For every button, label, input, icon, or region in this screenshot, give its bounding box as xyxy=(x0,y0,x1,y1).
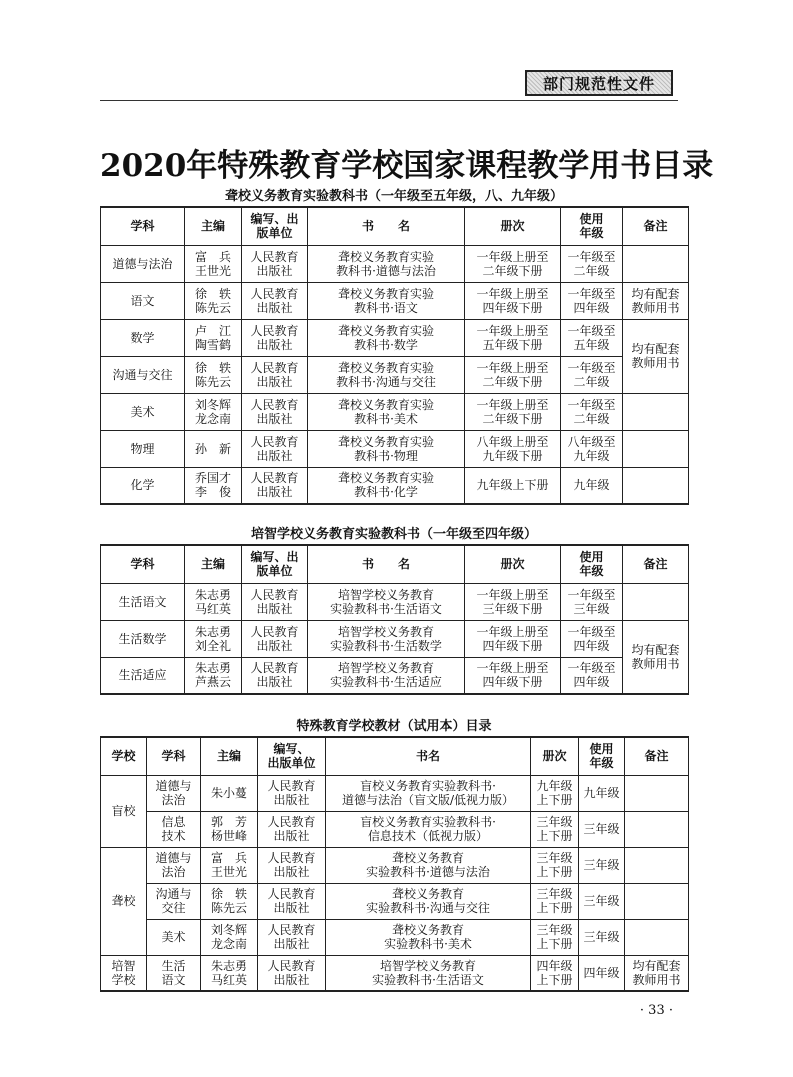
section-title: 特殊教育学校教材（试用本）目录 xyxy=(296,719,492,734)
table-row xyxy=(101,955,689,991)
publisher-cell: 人民教育 出版社 xyxy=(242,393,308,430)
column-header: 备注 xyxy=(623,545,689,583)
publisher-cell: 人民教育 出版社 xyxy=(242,245,308,282)
grade-cell: 八年级至 九年级 xyxy=(561,430,623,467)
editor-cell: 朱志勇 刘全礼 xyxy=(185,620,242,657)
subject-cell: 沟通与 交往 xyxy=(147,883,201,919)
note-cell xyxy=(625,919,689,955)
table-row xyxy=(101,883,689,919)
intellectual-disability-school-textbook-table xyxy=(100,544,689,695)
subject-cell: 信息 技术 xyxy=(147,811,201,847)
editor-cell: 刘冬辉 龙念南 xyxy=(201,919,258,955)
grade-cell: 一年级至 三年级 xyxy=(561,583,623,620)
grade-cell: 三年级 xyxy=(579,919,625,955)
subject-cell: 生活 语文 xyxy=(147,955,201,991)
volume-cell: 三年级 上下册 xyxy=(531,919,579,955)
note-cell xyxy=(625,775,689,811)
subject-cell: 物理 xyxy=(101,430,185,467)
publisher-cell: 人民教育 出版社 xyxy=(242,356,308,393)
subject-cell: 生活数学 xyxy=(101,620,185,657)
subject-cell: 美术 xyxy=(101,393,185,430)
grade-cell: 一年级至 二年级 xyxy=(561,245,623,282)
publisher-cell: 人民教育 出版社 xyxy=(258,919,326,955)
column-header: 使用 年级 xyxy=(561,545,623,583)
table-row xyxy=(101,356,689,393)
editor-cell: 徐 轶 陈先云 xyxy=(185,282,242,319)
editor-cell: 孙 新 xyxy=(185,430,242,467)
note-cell xyxy=(623,467,689,504)
volume-cell: 四年级 上下册 xyxy=(531,955,579,991)
book-title-cell: 聋校义务教育实验 教科书·道德与法治 xyxy=(308,245,465,282)
grade-cell: 九年级 xyxy=(561,467,623,504)
volume-cell: 一年级上册至 二年级下册 xyxy=(465,245,561,282)
column-header: 学科 xyxy=(101,545,185,583)
note-cell: 均有配套 教师用书 xyxy=(625,955,689,991)
column-header: 编写、出 版单位 xyxy=(242,207,308,245)
editor-cell: 卢 江 陶雪鹤 xyxy=(185,319,242,356)
editor-cell: 徐 轶 陈先云 xyxy=(185,356,242,393)
publisher-cell: 人民教育 出版社 xyxy=(258,883,326,919)
book-title-cell: 聋校义务教育实验 教科书·化学 xyxy=(308,467,465,504)
volume-cell: 一年级上册至 四年级下册 xyxy=(465,620,561,657)
note-cell: 均有配套 教师用书 xyxy=(623,319,689,393)
volume-cell: 一年级上册至 二年级下册 xyxy=(465,393,561,430)
table-row xyxy=(101,847,689,883)
publisher-cell: 人民教育 出版社 xyxy=(242,467,308,504)
book-title-cell: 聋校义务教育 实验教科书·道德与法治 xyxy=(326,847,531,883)
column-header: 册次 xyxy=(531,737,579,775)
subject-cell: 生活适应 xyxy=(101,657,185,694)
editor-cell: 朱小蔓 xyxy=(201,775,258,811)
grade-cell: 三年级 xyxy=(579,883,625,919)
volume-cell: 一年级上册至 五年级下册 xyxy=(465,319,561,356)
table-header-row xyxy=(101,207,689,245)
column-header: 备注 xyxy=(623,207,689,245)
table-row xyxy=(101,393,689,430)
grade-cell: 四年级 xyxy=(579,955,625,991)
volume-cell: 九年级 上下册 xyxy=(531,775,579,811)
book-title-cell: 聋校义务教育 实验教科书·沟通与交往 xyxy=(326,883,531,919)
column-header: 主编 xyxy=(185,207,242,245)
note-cell xyxy=(623,430,689,467)
table-row xyxy=(101,657,689,694)
page-title: 2020年特殊教育学校国家课程教学用书目录 xyxy=(100,148,714,184)
editor-cell: 朱志勇 马红英 xyxy=(201,955,258,991)
grade-cell: 九年级 xyxy=(579,775,625,811)
table-header-row xyxy=(101,737,689,775)
subject-cell: 美术 xyxy=(147,919,201,955)
editor-cell: 朱志勇 芦燕云 xyxy=(185,657,242,694)
editor-cell: 乔国才 李 俊 xyxy=(185,467,242,504)
header-rule xyxy=(100,100,678,101)
table-row xyxy=(101,583,689,620)
volume-cell: 九年级上下册 xyxy=(465,467,561,504)
grade-cell: 一年级至 二年级 xyxy=(561,356,623,393)
subject-cell: 沟通与交往 xyxy=(101,356,185,393)
grade-cell: 一年级至 四年级 xyxy=(561,282,623,319)
editor-cell: 富 兵 王世光 xyxy=(201,847,258,883)
grade-cell: 一年级至 二年级 xyxy=(561,393,623,430)
editor-cell: 富 兵 王世光 xyxy=(185,245,242,282)
table-row xyxy=(101,245,689,282)
table-row xyxy=(101,919,689,955)
deaf-school-textbook-section xyxy=(100,188,688,505)
column-header: 编写、出 版单位 xyxy=(242,545,308,583)
editor-cell: 郭 芳 杨世峰 xyxy=(201,811,258,847)
book-title-cell: 培智学校义务教育 实验教科书·生活语文 xyxy=(308,583,465,620)
book-title-cell: 培智学校义务教育 实验教科书·生活适应 xyxy=(308,657,465,694)
note-cell xyxy=(623,393,689,430)
book-title-cell: 盲校义务教育实验教科书· 道德与法治（盲文版/低视力版） xyxy=(326,775,531,811)
subject-cell: 生活语文 xyxy=(101,583,185,620)
subject-cell: 数学 xyxy=(101,319,185,356)
column-header: 学科 xyxy=(147,737,201,775)
subject-cell: 语文 xyxy=(101,282,185,319)
table-row xyxy=(101,319,689,356)
volume-cell: 八年级上册至 九年级下册 xyxy=(465,430,561,467)
editor-cell: 朱志勇 马红英 xyxy=(185,583,242,620)
book-title-cell: 聋校义务教育实验 教科书·美术 xyxy=(308,393,465,430)
table-row xyxy=(101,430,689,467)
trial-textbook-table xyxy=(100,736,689,992)
document-category-label: 部门规范性文件 xyxy=(542,74,655,93)
section-title: 培智学校义务教育实验教科书（一年级至四年级） xyxy=(250,527,537,542)
note-cell xyxy=(625,847,689,883)
document-category-tag xyxy=(525,70,673,96)
volume-cell: 一年级上册至 四年级下册 xyxy=(465,282,561,319)
table-row xyxy=(101,811,689,847)
column-header: 书名 xyxy=(326,737,531,775)
publisher-cell: 人民教育 出版社 xyxy=(258,955,326,991)
publisher-cell: 人民教育 出版社 xyxy=(242,620,308,657)
school-cell: 聋校 xyxy=(101,847,147,955)
publisher-cell: 人民教育 出版社 xyxy=(242,657,308,694)
book-title-cell: 聋校义务教育实验 教科书·沟通与交往 xyxy=(308,356,465,393)
note-cell xyxy=(625,883,689,919)
book-title-cell: 聋校义务教育实验 教科书·数学 xyxy=(308,319,465,356)
note-cell: 均有配套 教师用书 xyxy=(623,620,689,694)
grade-cell: 三年级 xyxy=(579,847,625,883)
column-header: 学校 xyxy=(101,737,147,775)
publisher-cell: 人民教育 出版社 xyxy=(242,583,308,620)
volume-cell: 三年级 上下册 xyxy=(531,847,579,883)
book-title-cell: 聋校义务教育 实验教科书·美术 xyxy=(326,919,531,955)
table-row xyxy=(101,467,689,504)
editor-cell: 刘冬辉 龙念南 xyxy=(185,393,242,430)
volume-cell: 一年级上册至 四年级下册 xyxy=(465,657,561,694)
school-cell: 盲校 xyxy=(101,775,147,847)
note-cell: 均有配套 教师用书 xyxy=(623,282,689,319)
volume-cell: 一年级上册至 三年级下册 xyxy=(465,583,561,620)
page-number: · 33 · xyxy=(639,1003,673,1018)
grade-cell: 三年级 xyxy=(579,811,625,847)
subject-cell: 道德与法治 xyxy=(101,245,185,282)
book-title-cell: 聋校义务教育实验 教科书·语文 xyxy=(308,282,465,319)
publisher-cell: 人民教育 出版社 xyxy=(258,847,326,883)
column-header: 书 名 xyxy=(308,207,465,245)
column-header: 使用 年级 xyxy=(561,207,623,245)
editor-cell: 徐 轶 陈先云 xyxy=(201,883,258,919)
volume-cell: 三年级 上下册 xyxy=(531,883,579,919)
table-header-row xyxy=(101,545,689,583)
column-header: 使用 年级 xyxy=(579,737,625,775)
note-cell xyxy=(623,583,689,620)
publisher-cell: 人民教育 出版社 xyxy=(242,282,308,319)
subject-cell: 道德与 法治 xyxy=(147,847,201,883)
section-title: 聋校义务教育实验教科书（一年级至五年级，八、九年级） xyxy=(224,189,563,204)
publisher-cell: 人民教育 出版社 xyxy=(242,319,308,356)
deaf-school-textbook-table xyxy=(100,206,689,505)
column-header: 书 名 xyxy=(308,545,465,583)
table-row xyxy=(101,775,689,811)
grade-cell: 一年级至 五年级 xyxy=(561,319,623,356)
publisher-cell: 人民教育 出版社 xyxy=(258,775,326,811)
publisher-cell: 人民教育 出版社 xyxy=(258,811,326,847)
table-row xyxy=(101,282,689,319)
grade-cell: 一年级至 四年级 xyxy=(561,620,623,657)
grade-cell: 一年级至 四年级 xyxy=(561,657,623,694)
subject-cell: 化学 xyxy=(101,467,185,504)
book-title-cell: 盲校义务教育实验教科书· 信息技术（低视力版） xyxy=(326,811,531,847)
book-title-cell: 培智学校义务教育 实验教科书·生活语文 xyxy=(326,955,531,991)
column-header: 主编 xyxy=(201,737,258,775)
subject-cell: 道德与 法治 xyxy=(147,775,201,811)
column-header: 编写、 出版单位 xyxy=(258,737,326,775)
volume-cell: 一年级上册至 二年级下册 xyxy=(465,356,561,393)
school-cell: 培智 学校 xyxy=(101,955,147,991)
table-row xyxy=(101,620,689,657)
book-title-cell: 聋校义务教育实验 教科书·物理 xyxy=(308,430,465,467)
column-header: 册次 xyxy=(465,207,561,245)
note-cell xyxy=(623,245,689,282)
column-header: 主编 xyxy=(185,545,242,583)
volume-cell: 三年级 上下册 xyxy=(531,811,579,847)
note-cell xyxy=(625,811,689,847)
column-header: 学科 xyxy=(101,207,185,245)
publisher-cell: 人民教育 出版社 xyxy=(242,430,308,467)
column-header: 备注 xyxy=(625,737,689,775)
trial-textbook-section xyxy=(100,718,688,992)
intellectual-disability-school-textbook-section xyxy=(100,526,688,695)
book-title-cell: 培智学校义务教育 实验教科书·生活数学 xyxy=(308,620,465,657)
column-header: 册次 xyxy=(465,545,561,583)
